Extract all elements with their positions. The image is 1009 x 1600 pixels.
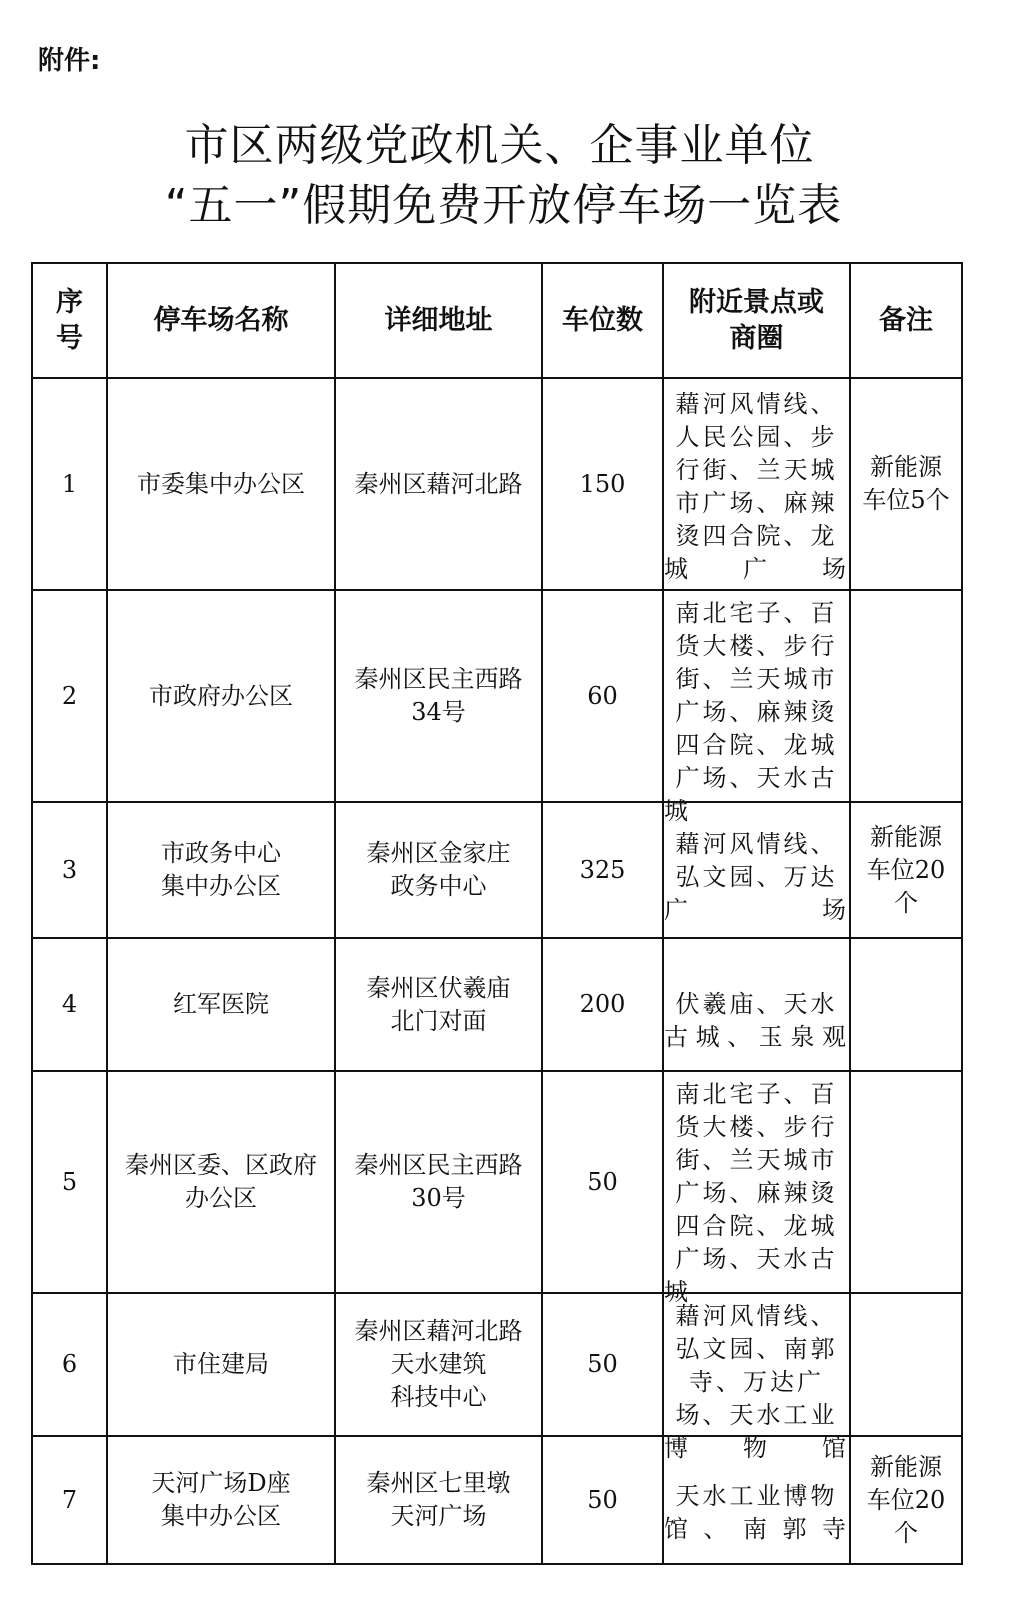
cell-name-line: 市政府办公区 — [149, 681, 293, 710]
cell-name — [107, 1293, 335, 1436]
attractions-text: 南北宅子、百货大楼、步行街、兰天城市广场、麻辣烫四合院、龙城广场、天水古城 — [664, 1079, 838, 1306]
cell-name-line: 市住建局 — [173, 1350, 269, 1378]
cell-remarks-line: 个 — [894, 888, 918, 917]
cell-remarks — [850, 590, 962, 802]
cell-name-line: 红军医院 — [173, 990, 269, 1018]
table-header-row — [32, 263, 962, 378]
cell-address — [335, 1293, 542, 1436]
cell-address — [335, 802, 542, 938]
table-row — [32, 802, 962, 938]
cell-seq: 6 — [32, 1293, 107, 1436]
cell-address-line: 科技中心 — [390, 1383, 487, 1411]
document-title-line-1: 市区两级党政机关、企事业单位 — [184, 120, 815, 171]
cell-address-line: 北门对面 — [390, 1006, 487, 1035]
cell-seq: 5 — [32, 1071, 107, 1293]
attractions-text: 伏羲庙、天水古城、玉泉观 — [664, 989, 849, 1051]
parking-lot-table — [31, 262, 963, 1565]
cell-address — [335, 590, 542, 802]
cell-remarks-line: 个 — [894, 1518, 918, 1547]
cell-spaces: 200 — [542, 938, 663, 1071]
header-seq-line: 序 — [56, 286, 83, 318]
cell-name — [107, 590, 335, 802]
cell-name — [107, 378, 335, 590]
header-attractions-line: 商圈 — [729, 322, 784, 354]
cell-remarks — [850, 378, 962, 590]
cell-name — [107, 1436, 335, 1564]
cell-address-line: 秦州区金家庄 — [366, 839, 511, 867]
cell-remarks — [850, 1071, 962, 1293]
cell-attractions — [663, 802, 850, 938]
cell-address-line: 34号 — [411, 698, 466, 726]
cell-address-line: 秦州区伏羲庙 — [366, 973, 511, 1002]
table-row — [32, 1071, 962, 1293]
cell-name — [107, 1071, 335, 1293]
attractions-text: 天水工业博物馆、南郭寺 — [664, 1482, 849, 1543]
cell-spaces: 50 — [542, 1293, 663, 1436]
cell-address-line: 天水建筑 — [390, 1350, 487, 1378]
table-row — [32, 378, 962, 590]
cell-remarks — [850, 1293, 962, 1436]
cell-name — [107, 802, 335, 938]
cell-address-line: 秦州区藉河北路 — [354, 1317, 523, 1345]
cell-remarks-line: 新能源 — [870, 822, 942, 851]
cell-attractions — [663, 938, 850, 1071]
cell-address-line: 秦州区民主西路 — [354, 1151, 523, 1179]
cell-remarks-line: 车位5个 — [862, 486, 950, 514]
cell-name-line: 集中办公区 — [161, 1502, 281, 1530]
cell-address-line: 秦州区七里墩 — [366, 1469, 511, 1497]
cell-name-line: 市委集中办公区 — [137, 469, 305, 498]
cell-attractions — [663, 590, 850, 825]
cell-address-line: 天河广场 — [390, 1502, 487, 1530]
cell-seq: 1 — [32, 378, 107, 590]
cell-address — [335, 938, 542, 1071]
cell-remarks-line: 车位20 — [866, 855, 946, 884]
cell-name-line: 市政务中心 — [161, 839, 281, 867]
cell-seq: 4 — [32, 938, 107, 1071]
attachment-label: 附件: — [38, 46, 101, 76]
document-title-line-2: “五一”假期免费开放停车场一览表 — [164, 180, 843, 231]
cell-spaces: 50 — [542, 1071, 663, 1293]
cell-name-line: 天河广场D座 — [151, 1469, 291, 1497]
cell-remarks — [850, 802, 962, 938]
cell-name-line: 集中办公区 — [161, 872, 281, 900]
cell-attractions — [663, 378, 850, 590]
header-address: 详细地址 — [335, 263, 542, 378]
cell-spaces: 60 — [542, 590, 663, 802]
cell-seq: 7 — [32, 1436, 107, 1564]
attractions-text: 藉河风情线、弘文园、万达广场 — [664, 829, 849, 924]
cell-name-line: 秦州区委、区政府 — [125, 1151, 317, 1179]
table-row — [32, 590, 962, 802]
header-attractions — [663, 263, 850, 378]
header-seq — [32, 263, 107, 378]
cell-attractions — [663, 1071, 850, 1306]
header-name: 停车场名称 — [107, 263, 335, 378]
cell-attractions — [663, 1293, 850, 1462]
cell-address-line: 30号 — [411, 1184, 466, 1212]
cell-spaces: 325 — [542, 802, 663, 938]
cell-address-line: 秦州区藉河北路 — [354, 469, 523, 498]
cell-remarks — [850, 938, 962, 1071]
cell-name — [107, 938, 335, 1071]
attractions-text: 藉河风情线、弘文园、南郭寺、万达广场、天水工业博物馆 — [664, 1301, 849, 1462]
header-remarks: 备注 — [850, 263, 962, 378]
header-seq-line: 号 — [56, 322, 83, 354]
cell-address-line: 秦州区民主西路 — [354, 665, 523, 693]
cell-name-line: 办公区 — [185, 1184, 257, 1212]
cell-seq: 3 — [32, 802, 107, 938]
attractions-text: 南北宅子、百货大楼、步行街、兰天城市广场、麻辣烫四合院、龙城广场、天水古城 — [664, 599, 838, 825]
table-body — [32, 378, 962, 1564]
table-row — [32, 1293, 962, 1436]
cell-address — [335, 1436, 542, 1564]
cell-remarks-line: 新能源 — [870, 453, 942, 481]
cell-seq: 2 — [32, 590, 107, 802]
cell-spaces: 50 — [542, 1436, 663, 1564]
cell-remarks — [850, 1436, 962, 1564]
cell-address-line: 政务中心 — [390, 872, 487, 900]
cell-address — [335, 378, 542, 590]
table-row — [32, 938, 962, 1071]
cell-remarks-line: 车位20 — [866, 1485, 946, 1514]
cell-remarks-line: 新能源 — [870, 1452, 942, 1481]
header-attractions-line: 附近景点或 — [689, 286, 824, 318]
header-spaces: 车位数 — [542, 263, 663, 378]
attractions-text: 藉河风情线、人民公园、步行街、兰天城市广场、麻辣烫四合院、龙城广场 — [664, 390, 849, 583]
cell-address — [335, 1071, 542, 1293]
cell-spaces: 150 — [542, 378, 663, 590]
